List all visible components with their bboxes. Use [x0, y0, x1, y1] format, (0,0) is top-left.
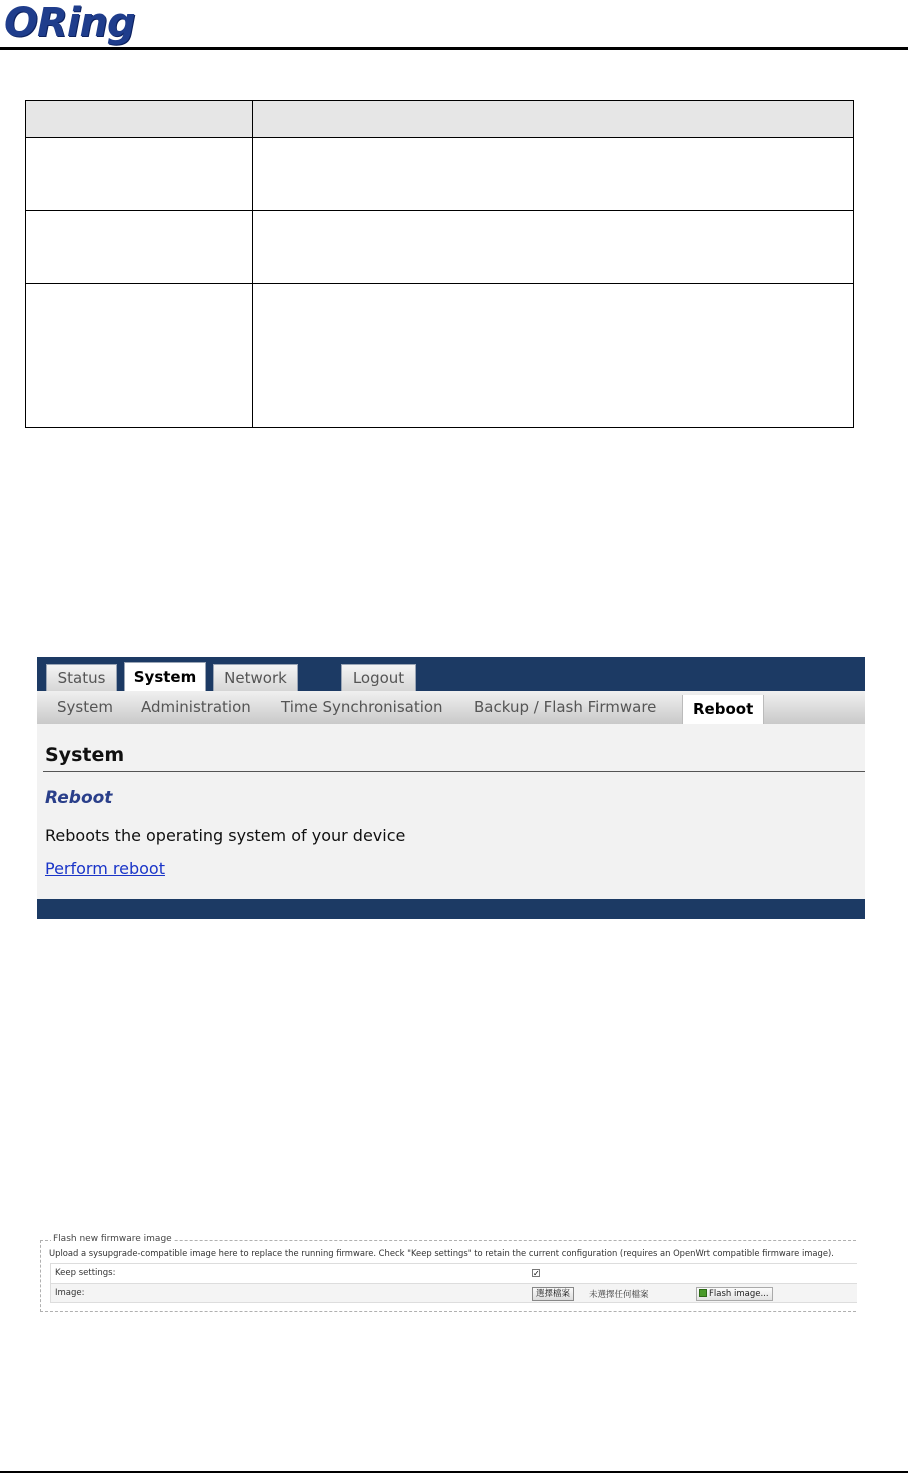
section-title: System — [45, 744, 125, 766]
section-divider — [43, 771, 865, 772]
flash-image-button-label: Flash image... — [709, 1289, 769, 1299]
tab-system[interactable]: System — [124, 662, 206, 691]
subtab-reboot[interactable]: Reboot — [682, 695, 764, 724]
no-file-chosen-text: 未選擇任何檔案 — [589, 1290, 649, 1300]
table-cell — [26, 138, 253, 211]
keep-settings-label: Keep settings: — [55, 1268, 116, 1278]
choose-file-button[interactable]: 選擇檔案 — [532, 1287, 574, 1301]
tab-network[interactable]: Network — [213, 664, 298, 691]
image-row — [50, 1283, 857, 1303]
header-rule — [0, 47, 908, 50]
keep-settings-checkbox[interactable]: ✓ — [533, 1269, 540, 1278]
oring-logo: ORing — [4, 0, 135, 46]
table-cell — [26, 211, 253, 284]
flash-icon — [699, 1289, 707, 1297]
document-table — [25, 100, 854, 428]
page-description: Reboots the operating system of your device — [45, 826, 406, 845]
page-title: Reboot — [45, 788, 113, 808]
subtab-administration[interactable]: Administration — [141, 698, 251, 716]
flash-image-button[interactable] — [696, 1287, 773, 1301]
subtab-time-synchronisation[interactable]: Time Synchronisation — [281, 698, 443, 716]
luci-reboot-screenshot — [37, 657, 865, 919]
table-header-row — [26, 101, 854, 138]
table-cell — [253, 138, 854, 211]
fieldset-description: Upload a sysupgrade-compatible image here to replace the running firmware. Check "Keep settings" to retain the current configuration (requires an OpenWrt compatible firmware image). — [49, 1248, 834, 1258]
table-header-cell — [253, 101, 854, 138]
table-row — [26, 284, 854, 428]
footer-rule — [0, 1471, 908, 1473]
table-row — [26, 211, 854, 284]
keep-settings-row — [50, 1263, 857, 1283]
table-cell — [253, 284, 854, 428]
perform-reboot-link[interactable]: Perform reboot — [45, 859, 165, 878]
tab-status[interactable]: Status — [46, 664, 117, 691]
tab-logout[interactable]: Logout — [341, 664, 416, 691]
flash-firmware-fieldset — [40, 1234, 856, 1312]
table-header-cell — [26, 101, 253, 138]
subtab-system[interactable]: System — [57, 698, 113, 716]
table-row — [26, 138, 854, 211]
sub-tab-bar — [37, 691, 865, 724]
table-cell — [26, 284, 253, 428]
table-cell — [253, 211, 854, 284]
luci-content — [37, 724, 865, 899]
image-label: Image: — [55, 1288, 85, 1298]
fieldset-legend: Flash new firmware image — [53, 1234, 172, 1244]
top-tab-bar — [37, 657, 865, 691]
subtab-backup-flash-firmware[interactable]: Backup / Flash Firmware — [474, 698, 657, 716]
